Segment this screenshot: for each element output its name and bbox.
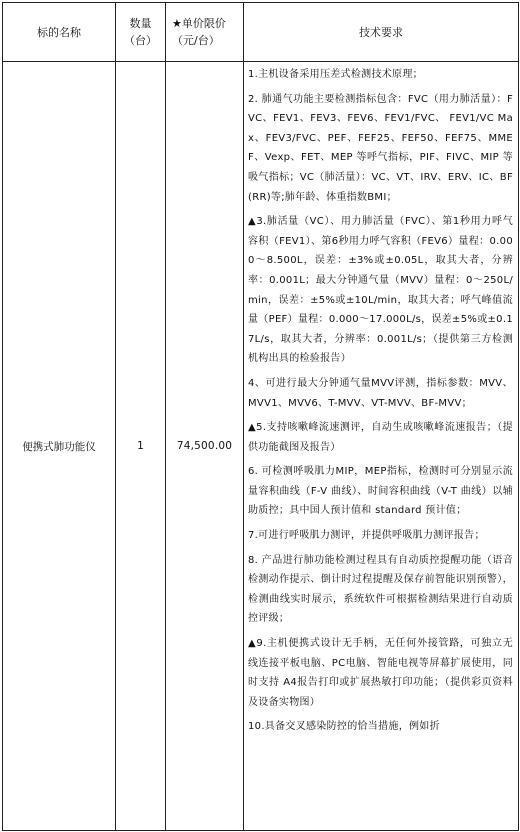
requirement-8: 8. 产品进行肺功能检测过程具有自动质控提醒功能（语音检测动作提示、倒计时过程提醒及保存前智能识别预警），检测曲线实时展示，系统软件可根据检测结果进行自动质控评级； — [248, 554, 513, 625]
header-name: 标的名称 — [3, 3, 116, 62]
requirement-1: 1.主机设备采用压差式检测技术原理； — [248, 69, 423, 80]
requirement-4: 4、可进行最大分钟通气量MVV评测，指标参数：MVV、MVV1、MVV6、T-MVV、VT-MVV、BF-MVV； — [248, 377, 513, 409]
item-price: 74,500.00 — [166, 62, 244, 831]
requirement-10: 10.具备交叉感染防控的恰当措施，例如折 — [248, 721, 440, 733]
requirement-3: ▲3.肺活量（VC）、用力肺活量（FVC）、第1秒用力呼气容积（FEV1）、第6秒用力呼气容积（FEV6）量程：0.000～8.500L，误差：±3%或±0.05L，取其大者，分辨率：0.001L；最大分钟通气量（MVV）量程：0～250L/min，误差：±5%或±10L/min，取其大者；呼气峰值流量（PEF）量程：0.000～17.000L/s，误差±5%或±0.17L/s，取其大者，分辨率：0.001L/s；（提供第三方检测机构出具的检验报告） — [248, 216, 513, 365]
item-name: 便携式肺功能仪 — [3, 62, 116, 831]
header-requirements: 技术要求 — [244, 3, 519, 62]
table-row — [3, 62, 519, 831]
item-qty: 1 — [116, 62, 166, 831]
requirement-9: ▲9.主机便携式设计无手柄，无任何外接管路，可独立无线连接平板电脑、PC电脑、智能电视等屏幕扩展使用，同时支持 A4报告打印或扩展热敏打印功能；（提供彩页资料及设备实物图） — [248, 638, 513, 708]
requirement-7: 7.可进行呼吸肌力测评，并提供呼吸肌力测评报告； — [248, 530, 485, 542]
requirement-2: 2. 肺通气功能主要检测指标包含：FVC（用力肺活量）：FVC、FEV1、FEV3、FEV6、FEV1/FVC、 FEV1/VC Max、FEV3/FVC、PEF、FEF25、FEF50、FEF75、MMEF、Vexp、FET、MEP 等呼气指标，PIF、FIVC、MIP 等吸气指标；VC（肺活量）：VC、VT、IRV、ERV、IC、BF(RR)等;肺年龄、体重指数BMI； — [248, 93, 513, 203]
header-qty: 数量（台） — [116, 3, 166, 62]
header-row — [3, 3, 519, 62]
header-price: ★单价限价（元/台） — [166, 3, 244, 62]
spec-table — [2, 2, 519, 831]
requirement-5: ▲5.支持咳嗽峰流速测评，自动生成咳嗽峰流速报告；（提供功能截图及报告） — [248, 422, 513, 453]
item-requirements — [244, 62, 519, 831]
requirement-6: 6. 可检测呼吸肌力MIP，MEP指标，检测时可分别显示流量容积曲线（F-V 曲线）、时间容积曲线（V-T 曲线）以辅助质控；具中国人预计值和 standard 预计值； — [248, 466, 513, 517]
